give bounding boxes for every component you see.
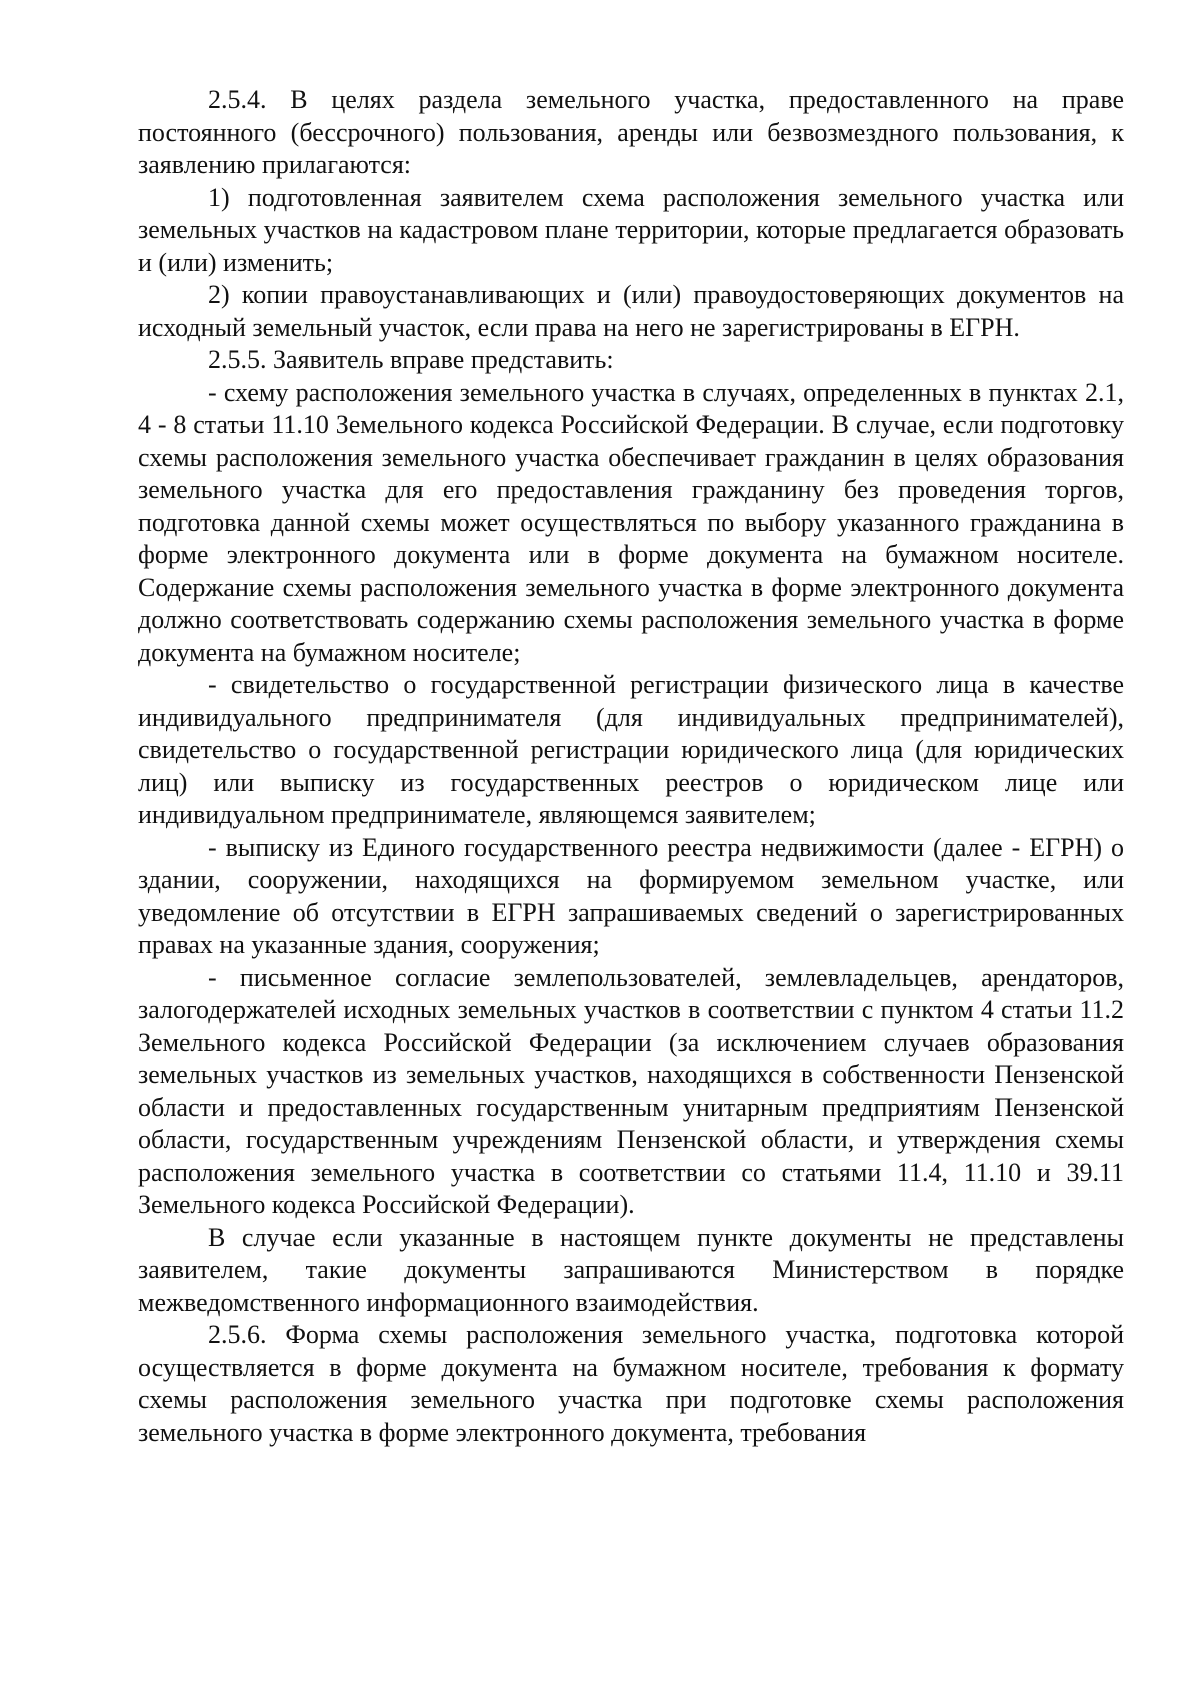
document-page [138, 84, 1124, 1449]
bullet-written-consent: - письменное согласие землепользователей, землевладельцев, арендаторов, залогодержателей исходных земельных участков в соответствии с пунктом 4 статьи 11.2 Земельного кодекса Российской Федерации (за исключением случаев образования земельных участков из земельных участков, находящихся в собственности Пензенской области и предоставленных государственным унитарным предприятиям Пензенской области, государственным учреждениям Пензенской области, и утверждения схемы расположения земельного участка в соответствии со статьями 11.4, 11.10 и 39.11 Земельного кодекса Российской Федерации). [138, 962, 1124, 1219]
bullet-egrn-extract: - выписку из Единого государственного реестра недвижимости (далее - ЕГРН) о здании, сооружении, находящихся на формируемом земельном участке, или уведомление об отсутствии в ЕГРН запрашиваемых сведений о зарегистрированных правах на указанные здания, сооружения; [138, 832, 1124, 959]
bullet-scheme-location: - схему расположения земельного участка в случаях, определенных в пунктах 2.1, 4 - 8 статьи 11.10 Земельного кодекса Российской Федерации. В случае, если подготовку схемы расположения земельного участка обеспечивает гражданин в целях образования земельного участка для его предоставления гражданину без проведения торгов, подготовка данной схемы может осуществляться по выбору указанного гражданина в форме электронного документа или в форме документа на бумажном носителе. Содержание схемы расположения земельного участка в форме электронного документа должно соответствовать содержанию схемы расположения земельного участка в форме документа на бумажном носителе; [138, 377, 1124, 667]
list-item-copies: 2) копии правоустанавливающих и (или) правоудостоверяющих документов на исходный земельный участок, если права на него не зарегистрированы в ЕГРН. [138, 280, 1124, 342]
paragraph-interagency-request: В случае если указанные в настоящем пункте документы не представлены заявителем, такие документы запрашиваются Министерством в порядке межведомственного информационного взаимодействия. [138, 1222, 1124, 1317]
bullet-registration-certificate: - свидетельство о государственной регистрации физического лица в качестве индивидуального предпринимателя (для индивидуальных предпринимателей), свидетельство о государственной регистрации юридического лица (для юридических лиц) или выписку из государственных реестров о юридическом лице или индивидуальном предпринимателе, являющемся заявителем; [138, 670, 1124, 829]
paragraph-2-5-5: 2.5.5. Заявитель вправе представить: [208, 345, 614, 374]
list-item-scheme: 1) подготовленная заявителем схема расположения земельного участка или земельных участков на кадастровом плане территории, которые предлагается образовать и (или) изменить; [138, 182, 1124, 277]
paragraph-2-5-4: 2.5.4. В целях раздела земельного участка, предоставленного на праве постоянного (бессрочного) пользования, аренды или безвозмездного пользования, к заявлению прилагаются: [138, 85, 1124, 179]
paragraph-2-5-6: 2.5.6. Форма схемы расположения земельного участка, подготовка которой осуществляется в форме документа на бумажном носителе, требования к формату схемы расположения земельного участка при подготовке схемы расположения земельного участка в форме электронного документа, требования [138, 1320, 1124, 1447]
